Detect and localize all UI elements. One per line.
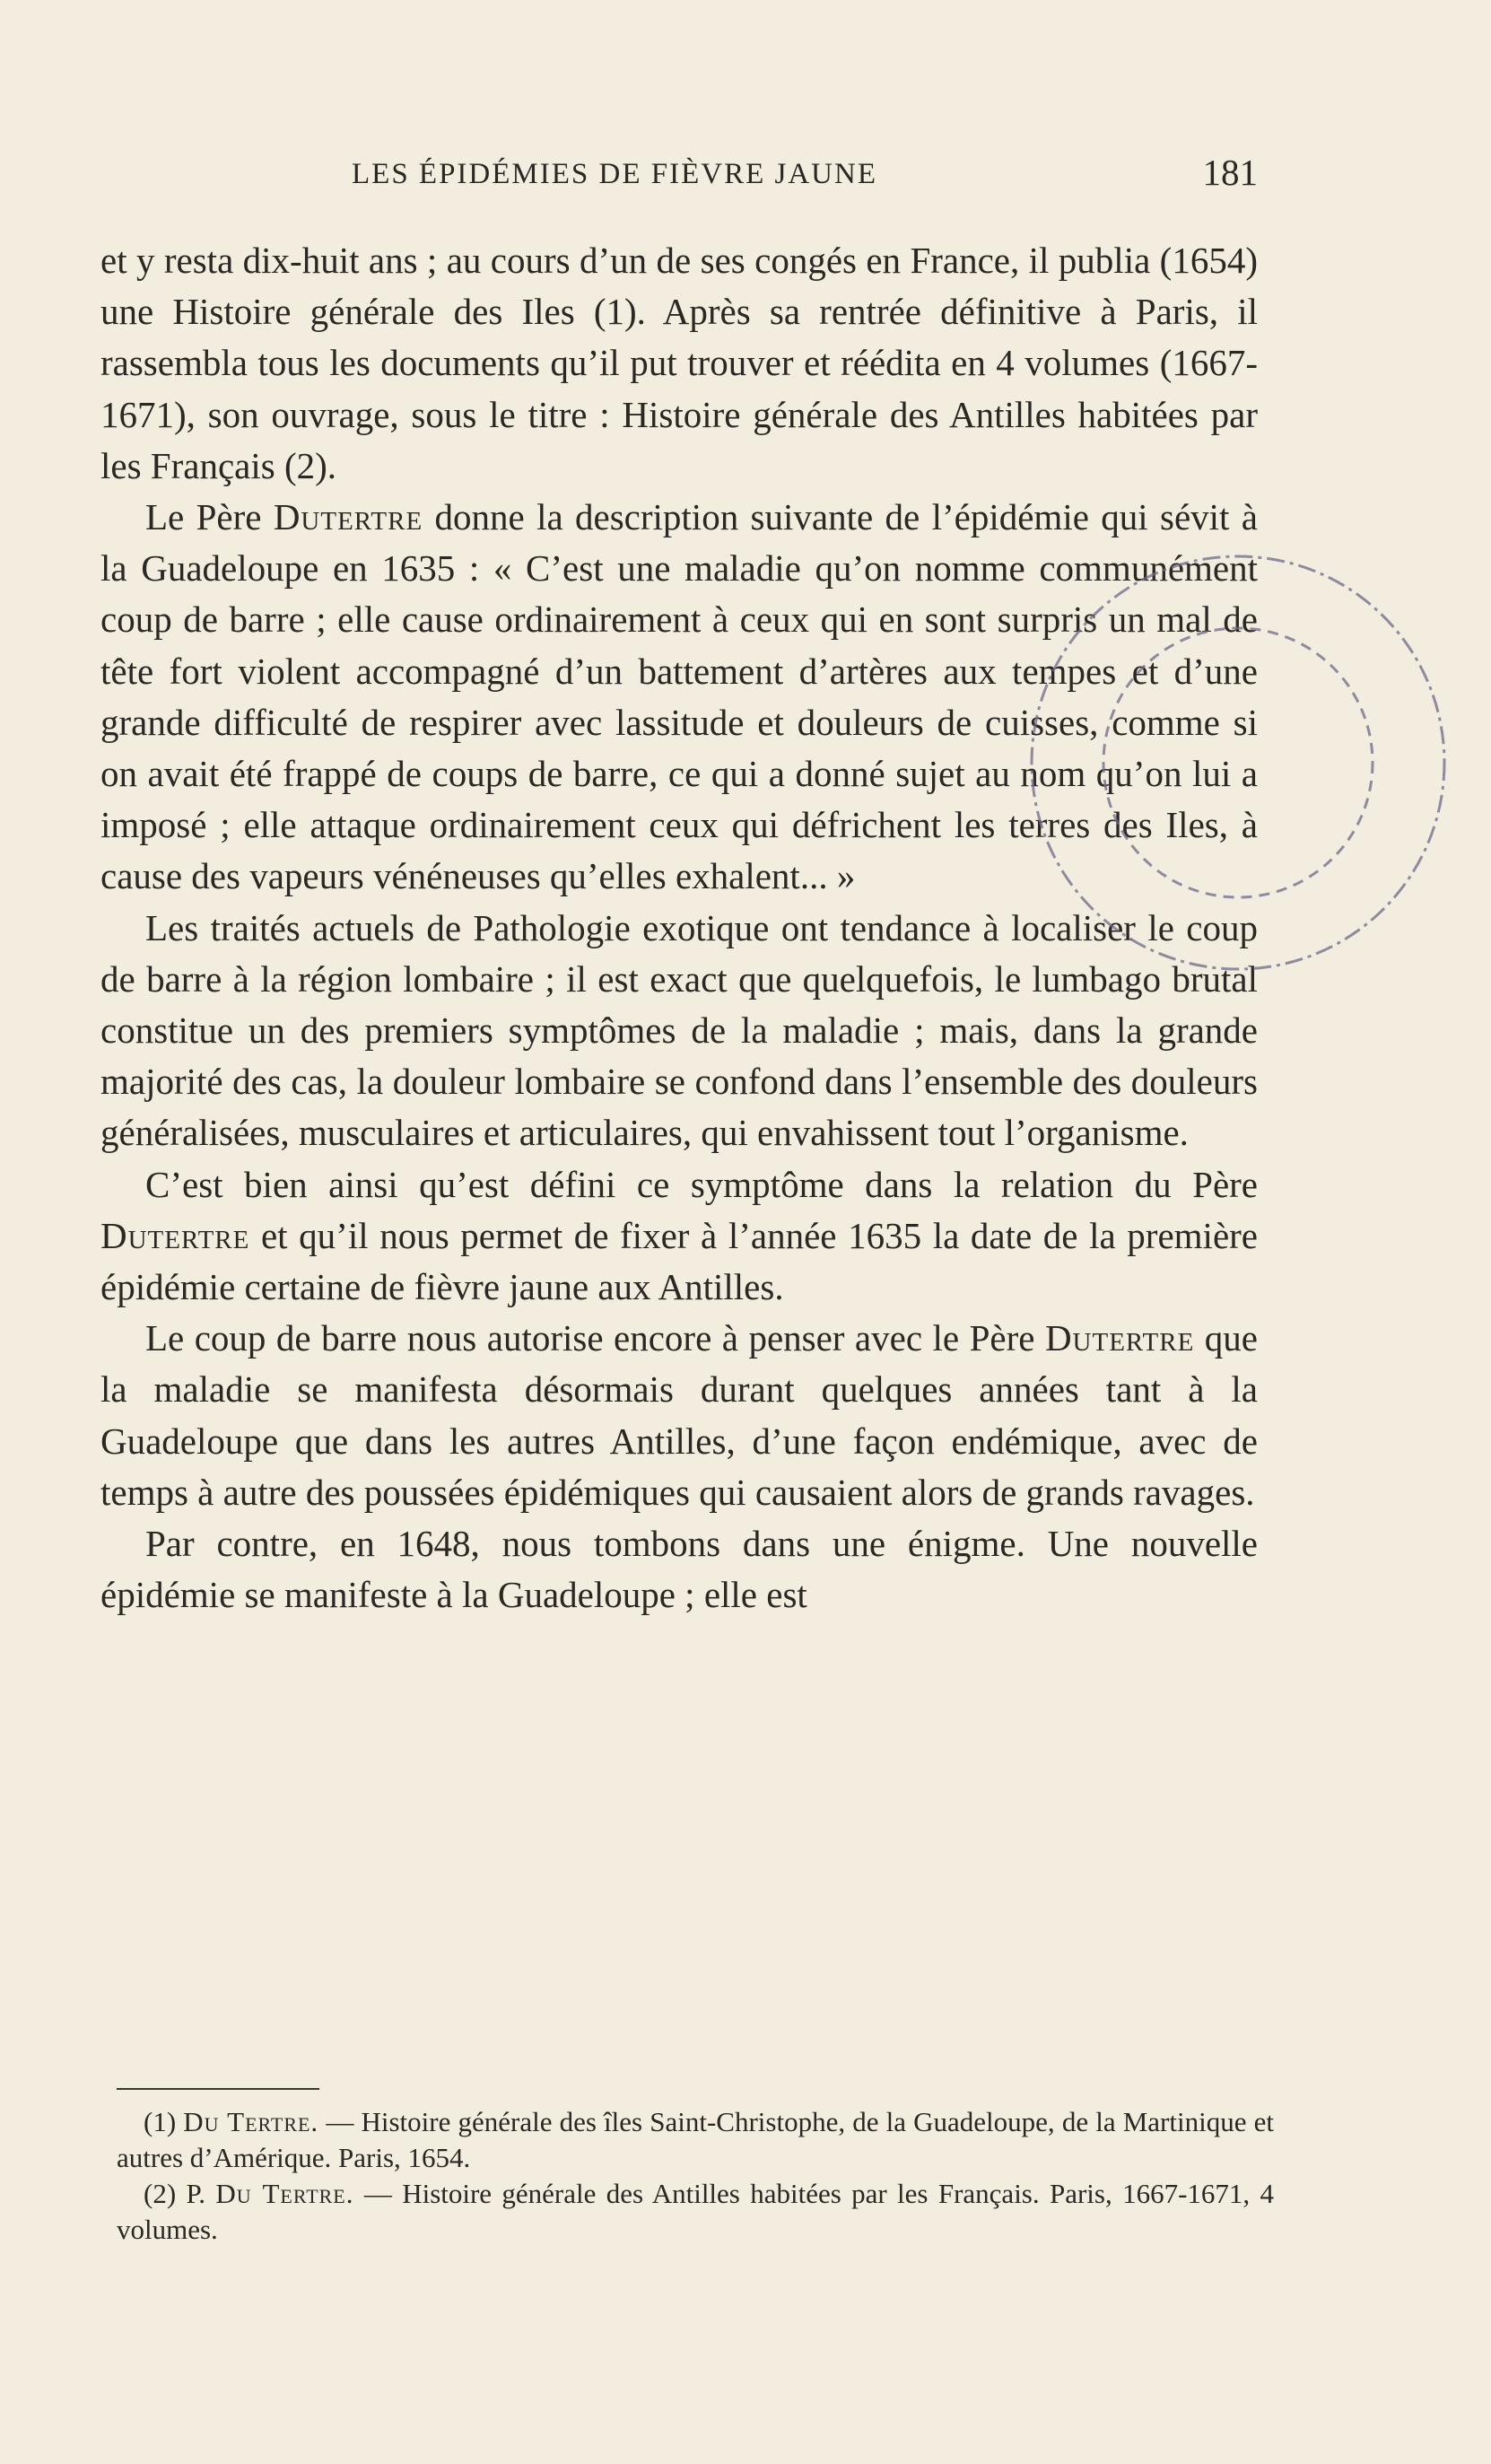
paragraph-3: Les traités actuels de Pathologie exotique ont tendance à localiser le coup de barre à la région lombaire ; il est exact que quelquefois, le lumbago brutal constitue un des premiers symptômes de la maladie ; mais, dans la grande majorité des cas, la douleur lombaire se confond dans l’ensemble des douleurs généralisées, musculaires et articulaires, qui envahissent tout l’organisme.	[100, 906, 1258, 1154]
footnote-1	[117, 2104, 1274, 2176]
paragraph-4-start: C’est bien ainsi qu’est défini ce symptôme dans la relation du Père	[145, 1163, 1258, 1205]
stamp-outer-ring	[1032, 556, 1444, 969]
paragraph-4	[100, 1159, 1258, 1314]
paragraph-6: Par contre, en 1648, nous tombons dans une énigme. Une nouvelle épidémie se manifeste à la Guadeloupe ; elle est	[100, 1523, 1258, 1616]
footnote-author: Du Tertre.	[215, 2178, 354, 2209]
footnote-2-text: — Histoire générale des Antilles habitées par les Français. Paris, 1667-1671, 4 volumes.	[117, 2178, 1274, 2245]
author-name: Dutertre	[1044, 1317, 1195, 1359]
running-title: LES ÉPIDÉMIES DE FIÈVRE JAUNE	[352, 158, 877, 190]
page-number: 181	[1202, 152, 1258, 193]
stamp-inner-ring	[1103, 628, 1373, 897]
footnote-divider	[117, 2088, 319, 2090]
library-stamp	[1005, 525, 1485, 1009]
author-name: Dutertre	[100, 1214, 250, 1256]
paragraph-5-start: Le coup de barre nous autorise encore à penser avec le Père	[145, 1317, 1045, 1359]
footnotes	[117, 2104, 1274, 2248]
paragraph-5-rest: que la maladie se manifesta désormais durant quelques années tant à la Guadeloupe que dans les autres Antilles, d’une façon endémique, avec de temps à autre des poussées épidémiques qui causaient alors de grands ravages.	[100, 1317, 1258, 1513]
footnote-1-text: — Histoire générale des îles Saint-Christophe, de la Guadeloupe, de la Martinique et autres d’Amérique. Paris, 1654.	[117, 2106, 1274, 2173]
paragraph-2-rest: donne la description suivante de l’épidémie qui sévit à la Guadeloupe en 1635 : « C’est une maladie qu’on nomme communément coup de barre ; elle cause ordinairement à ceux qui en sont surpris un mal de tête fort violent accompagné d’un battement d’artères aux tempes et d’une grande difficulté de respirer avec lassitude et douleurs de cuisses, comme si on avait été frappé de coups de barre, ce qui a donné sujet au nom qu’on lui a imposé ; elle attaque ordinairement ceux qui défrichent les terres des Iles, à cause des vapeurs vénéneuses qu’elles exhalent... »	[100, 496, 1258, 897]
paragraph-1: et y resta dix-huit ans ; au cours d’un de ses congés en France, il publia (1654) une Histoire générale des Iles (1). Après sa rentrée définitive à Paris, il rassembla tous les documents qu’il put trouver et réédita en 4 volumes (1667-1671), son ouvrage, sous le titre : Histoire générale des Antilles habitées par les Français (2).	[100, 240, 1258, 486]
page-header	[100, 151, 1258, 196]
footnote-1-marker: (1)	[144, 2106, 184, 2137]
paragraph-2-start: Le Père	[145, 496, 274, 538]
paragraph-5	[100, 1313, 1258, 1518]
paragraph-4-rest: et qu’il nous permet de fixer à l’année 1635 la date de la première épidémie certaine de fièvre jaune aux Antilles.	[100, 1214, 1258, 1308]
footnote-author: Du Tertre.	[183, 2106, 319, 2137]
author-name: Dutertre	[273, 496, 423, 538]
footnote-2-marker: (2) P.	[144, 2178, 216, 2209]
stamp-rings	[1032, 556, 1444, 969]
footnote-2	[117, 2176, 1274, 2248]
